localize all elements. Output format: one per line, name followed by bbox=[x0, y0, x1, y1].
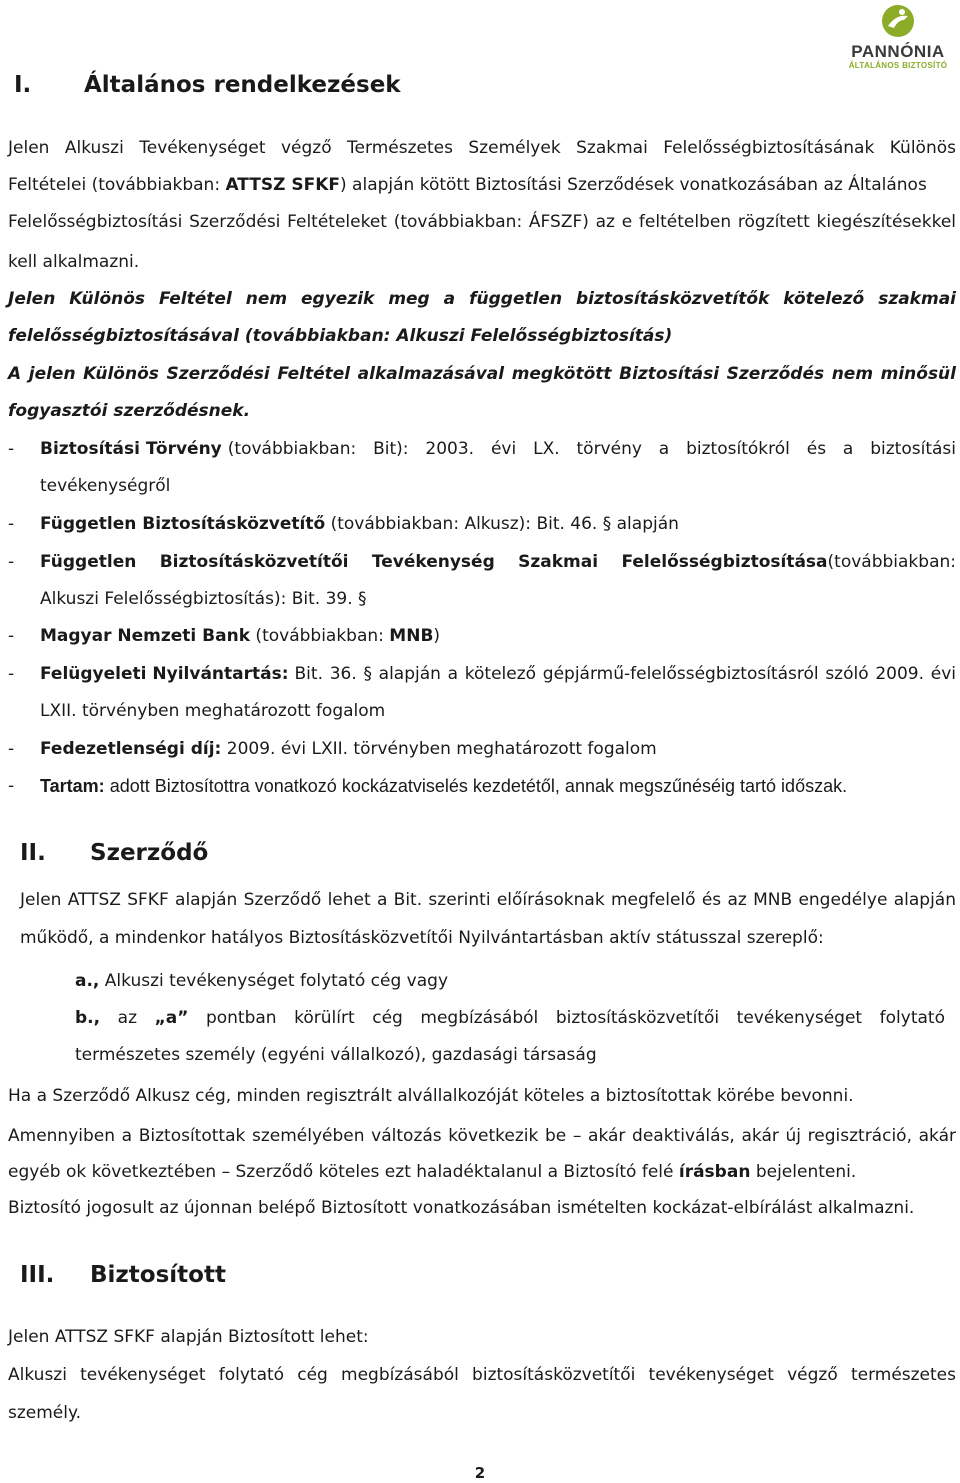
italic-line: Jelen Különös Feltétel nem egyezik meg a független biztosításközvetítők kötelező szakmai bbox=[8, 289, 956, 309]
definition-continuation: Alkuszi Felelősségbiztosítás): Bit. 39. § bbox=[40, 589, 367, 609]
word: folytató bbox=[879, 1008, 945, 1028]
logo-subtitle: ÁLTALÁNOS BIZTOSÍTÓ bbox=[848, 61, 948, 70]
logo-brand: PANNÓNIA bbox=[851, 42, 945, 61]
text: egyéb ok következtében – Szerződő köteles ezt haladéktalanul a Biztosító felé bbox=[8, 1162, 679, 1182]
paragraph-line: kell alkalmazni. bbox=[8, 252, 140, 272]
word: cég bbox=[372, 1008, 403, 1028]
definition-text bbox=[40, 552, 956, 572]
word: megbízásából bbox=[420, 1008, 539, 1028]
italic-line: fogyasztói szerződésnek. bbox=[8, 401, 251, 421]
word: tevékenységet bbox=[736, 1008, 863, 1028]
definition-text bbox=[40, 776, 847, 797]
word: pontban bbox=[205, 1008, 277, 1028]
pannonia-logo bbox=[836, 4, 960, 70]
list-item-b bbox=[75, 1008, 945, 1028]
definition-term: Tartam: bbox=[40, 776, 105, 796]
paragraph-line: Ha a Szerződő Alkusz cég, minden regisztrált alvállalkozóját köteles a biztosítottak körébe bevonni. bbox=[8, 1086, 854, 1106]
text: Feltételei (továbbiakban: bbox=[8, 175, 226, 195]
definition-body: 2009. évi LXII. törvényben meghatározott fogalom bbox=[221, 739, 657, 759]
list-dash: - bbox=[8, 439, 15, 459]
list-dash: - bbox=[8, 664, 15, 684]
definition-continuation: tevékenységről bbox=[40, 476, 171, 496]
list-dash: - bbox=[8, 626, 15, 646]
definition-abbr: MNB bbox=[389, 626, 434, 646]
definition-body: (továbbiakban: Alkusz): Bit. 46. § alapján bbox=[325, 514, 679, 534]
list-label: b., bbox=[75, 1008, 101, 1028]
word: az bbox=[117, 1008, 137, 1028]
list-dash: - bbox=[8, 552, 15, 572]
paragraph-line: személy. bbox=[8, 1403, 82, 1423]
abbr-term: ATTSZ SFKF bbox=[225, 175, 341, 195]
paragraph-line: Felelősségbiztosítási Szerződési Feltételeket (továbbiakban: ÁFSZF) az e feltételben rögzített kiegészítésekkel bbox=[8, 212, 956, 232]
definition-text bbox=[40, 739, 657, 759]
list-text: Alkuszi tevékenységet folytató cég vagy bbox=[99, 971, 449, 991]
definition-body-end: ) bbox=[433, 626, 441, 646]
page-number: 2 bbox=[474, 1464, 486, 1482]
definition-body: adott Biztosítottra vonatkozó kockázatviselés kezdetétől, annak megszűnéséig tartó időszak. bbox=[104, 776, 848, 796]
italic-line: A jelen Különös Szerződési Feltétel alkalmazásával megkötött Biztosítási Szerződés nem minősül bbox=[8, 364, 956, 384]
text: ) alapján kötött Biztosítási Szerződések vonatkozásában az Általános bbox=[340, 175, 927, 195]
text: bejelenteni. bbox=[750, 1162, 857, 1182]
list-dash: - bbox=[8, 739, 15, 759]
paragraph-line: Jelen ATTSZ SFKF alapján Biztosított lehet: bbox=[8, 1327, 369, 1347]
definition-body: Bit. 36. § alapján a kötelező gépjármű-felelősségbiztosításról szóló 2009. évi bbox=[294, 664, 956, 684]
definition-term: Független Biztosításközvetítő bbox=[40, 514, 326, 534]
definition-text bbox=[40, 514, 679, 534]
paragraph-line bbox=[8, 1162, 856, 1182]
list-item-a bbox=[75, 971, 448, 991]
section-title: Biztosított bbox=[90, 1262, 226, 1288]
paragraph-line: működő, a mindenkor hatályos Biztosításközvetítői Nyilvántartásban aktív státusszal szereplő: bbox=[20, 928, 824, 948]
word: „a” bbox=[154, 1008, 189, 1028]
section-title: Szerződő bbox=[90, 840, 209, 866]
list-label: a., bbox=[75, 971, 100, 991]
runner-icon bbox=[874, 4, 922, 40]
list-dash: - bbox=[8, 776, 15, 796]
definition-continuation: LXII. törvényben meghatározott fogalom bbox=[40, 701, 386, 721]
italic-line: felelősségbiztosításával (továbbiakban: Alkuszi Felelősségbiztosítás) bbox=[8, 326, 673, 346]
list-dash: - bbox=[8, 514, 15, 534]
definition-term: Független Biztosításközvetítői Tevékenység Szakmai Felelősségbiztosítása bbox=[40, 552, 828, 572]
word: körülírt bbox=[294, 1008, 355, 1028]
list-item-b-cont: természetes személy (egyéni vállalkozó), gazdasági társaság bbox=[75, 1045, 597, 1065]
section-number: II. bbox=[20, 840, 46, 866]
paragraph-line: Amennyiben a Biztosítottak személyében változás következik be – akár deaktiválás, akár új regisztráció, akár bbox=[8, 1126, 956, 1146]
emphasis: írásban bbox=[678, 1162, 751, 1182]
definition-term: Biztosítási Törvény bbox=[40, 439, 222, 459]
definition-body: (továbbiakban: bbox=[827, 552, 956, 572]
section-title: Általános rendelkezések bbox=[84, 72, 401, 98]
paragraph-line bbox=[8, 175, 927, 195]
definition-text bbox=[40, 664, 956, 684]
definition-text bbox=[40, 626, 440, 646]
section-number: I. bbox=[14, 72, 32, 98]
word: biztosításközvetítői bbox=[555, 1008, 720, 1028]
paragraph-line: Alkuszi tevékenységet folytató cég megbízásából biztosításközvetítői tevékenységet végző természetes bbox=[8, 1365, 956, 1385]
section-number: III. bbox=[20, 1262, 55, 1288]
definition-body: (továbbiakban: Bit): 2003. évi LX. törvény a biztosítókról és a biztosítási bbox=[227, 439, 956, 459]
paragraph-line: Biztosító jogosult az újonnan belépő Biztosított vonatkozásában ismételten kockázat-elbírálást alkalmazni. bbox=[8, 1198, 915, 1218]
definition-term: Magyar Nemzeti Bank bbox=[40, 626, 251, 646]
definition-term: Felügyeleti Nyilvántartás: bbox=[40, 664, 289, 684]
definition-body: (továbbiakban: bbox=[250, 626, 390, 646]
definition-text bbox=[40, 439, 956, 459]
paragraph-line: Jelen Alkuszi Tevékenységet végző Természetes Személyek Szakmai Felelősségbiztosításának Különös bbox=[8, 138, 956, 158]
paragraph-line: Jelen ATTSZ SFKF alapján Szerződő lehet a Bit. szerinti előírásoknak megfelelő és az MNB engedélye alapján bbox=[20, 890, 956, 910]
definition-term: Fedezetlenségi díj: bbox=[40, 739, 222, 759]
